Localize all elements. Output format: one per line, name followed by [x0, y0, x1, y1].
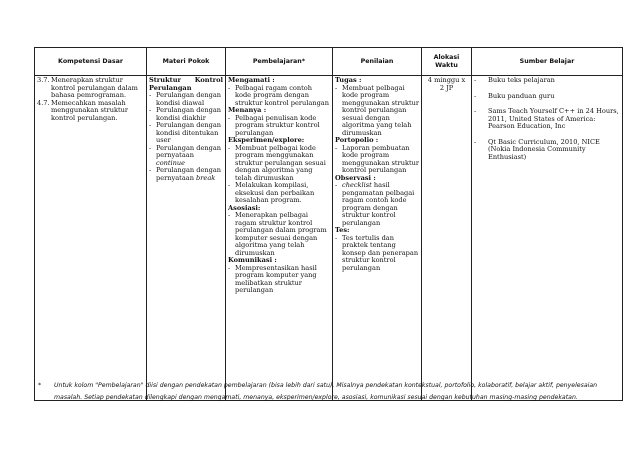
sumber-text: Sams Teach Yourself C++ in 24 Hours, 2011, United States of America: Pearson Education, Inc — [488, 107, 619, 130]
penilaian-italic: checklist — [342, 181, 372, 189]
materi-title-line2: Perulangan — [149, 83, 192, 92]
mengamati-heading: Mengamati : — [228, 76, 275, 84]
pembelajaran-text: Menerapkan pelbagai ragam struktur kontrol perulangan dalam program komputer sesuai dengan algoritma yang telah dirumuskan — [235, 211, 327, 257]
list-item: - Pelbagai ragam contoh kode program dengan struktur kontrol perulangan — [228, 83, 329, 107]
observasi-heading: Observasi : — [335, 173, 376, 182]
komunikasi-heading: Komunikasi : — [228, 256, 277, 264]
list-item: - Membuat pelbagai kode program menggunakan struktur perulangan sesuai dengan algoritma yang telah dirumuskan — [228, 145, 330, 183]
penilaian-text: hasil pengamatan pelbagai ragam contoh kode program dengan struktur kontrol perulangan — [342, 181, 415, 227]
list-item: - Pelbagai penulisan kode program struktur kontrol perulangan — [228, 115, 330, 138]
header-alokasi-waktu: Alokasi Waktu — [422, 48, 472, 76]
kd-number: 4.7. — [37, 98, 50, 107]
materi-item-text: Perulangan dengan pernyataan — [156, 143, 221, 159]
list-item: - Buku teks pelajaran — [474, 77, 620, 85]
list-item: - Perulangan dengan kondisi diakhir — [149, 106, 221, 122]
pembelajaran-text: Membuat pelbagai kode program menggunakan struktur perulangan sesuai dengan algoritma yang telah dirumuskan — [235, 143, 326, 182]
asosiasi-heading: Asosiasi: — [228, 203, 261, 212]
header-pembelajaran: Pembelajaran* — [226, 48, 333, 76]
header-materi-pokok: Materi Pokok — [147, 48, 226, 76]
list-item: - Perulangan dengan pernyataan break — [149, 166, 221, 182]
materi-item-text: Perulangan dengan kondisi diawal — [156, 91, 221, 107]
list-item: - checklist hasil pengamatan pelbagai ragam contoh kode program dengan struktur kontrol perulangan — [335, 181, 415, 227]
materi-item-italic: break — [196, 173, 216, 182]
eksperimen-heading: Eksperimen/explore: — [228, 136, 305, 144]
footnote-marker: * — [38, 382, 42, 389]
kd-text: Menerapkan struktur kontrol perulangan dalam bahasa pemrograman. — [51, 76, 138, 99]
list-item: - Buku panduan guru — [474, 93, 620, 101]
list-item: - Perulangan dengan kondisi diawal — [149, 91, 221, 107]
materi-item-text: Perulangan dengan kondisi diakhir — [156, 106, 221, 122]
list-item: - Mempresentasikan hasil program komputer yang melibatkan struktur perulangan — [228, 265, 330, 295]
list-item: - Laporan pembuatan kode program menggunakan struktur kontrol perulangan — [335, 143, 420, 174]
list-item: - Membuat pelbagai kode program menggunakan struktur kontrol perulangan sesuai dengan algoritma yang telah dirumuskan — [335, 83, 420, 137]
alokasi-waktu-cell — [422, 76, 472, 401]
sumber-belajar-cell — [472, 76, 623, 401]
penilaian-cell — [333, 76, 422, 401]
penilaian-text: Tes tertulis dan praktek tentang konsep dan penerapan struktur kontrol perulangan — [342, 233, 419, 272]
tes-heading: Tes: — [335, 226, 350, 234]
materi-title-word: Kontrol — [194, 76, 223, 84]
list-item: - Sams Teach Yourself C++ in 24 Hours, 2011, United States of America: Pearson Education, Inc — [474, 107, 619, 130]
penilaian-text: Membuat pelbagai kode program menggunakan struktur kontrol perulangan sesuai dengan algoritma yang telah dirumuskan — [342, 83, 420, 137]
kd-number: 3.7. — [37, 76, 50, 84]
list-item: - Menerapkan pelbagai ragam struktur kontrol perulangan dalam program komputer sesuai dengan algoritma yang telah dirumuskan — [228, 212, 330, 257]
sumber-text: Buku panduan guru — [488, 91, 555, 100]
pembelajaran-text: Melakukan kompilasi, eksekusi dan perbaikan kesalahan program. — [235, 181, 315, 204]
list-item: - Perulangan dengan kondisi ditentukan user — [149, 121, 221, 144]
syllabus-table — [34, 47, 623, 401]
kd-item — [37, 100, 144, 123]
tugas-heading: Tugas : — [335, 76, 362, 84]
materi-title-word: Struktur — [149, 76, 181, 84]
pembelajaran-text: Mempresentasikan hasil program komputer yang melibatkan struktur perulangan — [235, 263, 317, 294]
header-sumber-belajar: Sumber Belajar — [472, 48, 623, 76]
table-row — [35, 76, 623, 401]
list-item: - Perulangan dengan pernyataan continue — [149, 143, 221, 167]
list-item: - Melakukan kompilasi, eksekusi dan perbaikan kesalahan program. — [228, 182, 330, 205]
penilaian-text: Laporan pembuatan kode program menggunakan struktur kontrol perulangan — [342, 143, 420, 174]
alokasi-line1: 4 minggu x — [427, 76, 466, 84]
pembelajaran-cell — [226, 76, 333, 401]
list-item: - Qt Basic Curriculum, 2010, NICE (Nokia Indonesia Community Enthusiast) — [474, 139, 620, 162]
kd-item — [37, 77, 144, 100]
footnote-text: Untuk kolom "Pembelajaran" diisi dengan pendekatan pembelajaran (bisa lebih dari satu). Misalnya pendekatan kontekstual, portofolio, kolaboratif, belajar aktif, penyelesaian masalah. Setiap pendekatan dilengkapi dengan mengamati, menanya, eksperimen/explore, asosiasi, komunikasi sesuai dengan kebutuhan masing-masing pendekatan. — [54, 382, 598, 401]
pembelajaran-text: Pelbagai penulisan kode program struktur kontrol perulangan — [235, 113, 320, 137]
materi-pokok-cell — [147, 76, 226, 401]
header-kompetensi-dasar: Kompetensi Dasar — [35, 48, 147, 76]
alokasi-line2: 2 JP — [439, 83, 454, 92]
list-item: - Tes tertulis dan praktek tentang konsep dan penerapan struktur kontrol perulangan — [335, 233, 419, 272]
footnote — [38, 380, 618, 403]
kompetensi-dasar-cell — [35, 76, 147, 401]
menanya-heading: Menanya : — [228, 106, 267, 114]
header-penilaian: Penilaian — [333, 48, 422, 76]
pembelajaran-text: Pelbagai ragam contoh kode program dengan struktur kontrol perulangan — [235, 83, 329, 107]
table-header-row — [35, 48, 623, 76]
materi-item-text: Perulangan dengan pernyataan — [156, 166, 221, 182]
portopolio-heading: Portopolio : — [335, 136, 379, 144]
kd-text: Memecahkan masalah menggunakan struktur kontrol perulangan. — [51, 98, 129, 122]
sumber-text: Qt Basic Curriculum, 2010, NICE (Nokia Indonesia Community Enthusiast) — [488, 137, 600, 161]
sumber-text: Buku teks pelajaran — [488, 76, 555, 84]
materi-item-italic: continue — [156, 158, 186, 167]
materi-item-text: Perulangan dengan kondisi ditentukan user — [156, 121, 221, 144]
